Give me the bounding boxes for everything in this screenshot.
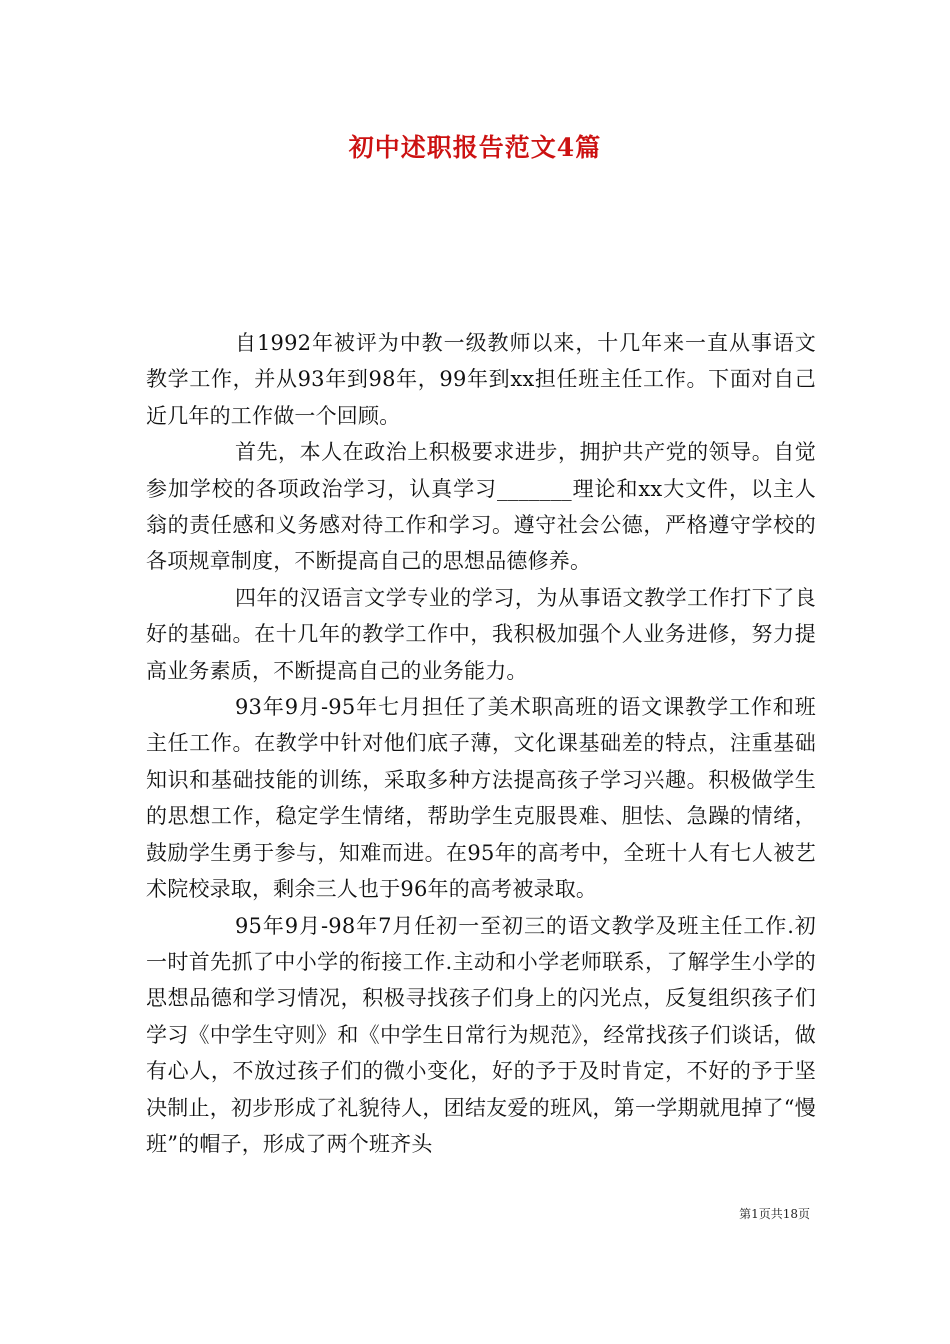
document-title: 初中述职报告范文4篇 <box>348 133 602 162</box>
page-number-footer: 第1页共18页 <box>739 1207 810 1221</box>
paragraph-4: 93年9月-95年七月担任了美术职高班的语文课教学工作和班主任工作。在教学中针对他们底子薄，文化课基础差的特点，注重基础知识和基础技能的训练，采取多种方法提高孩子学习兴趣。积极做学生的思想工作，稳定学生情绪，帮助学生克服畏难、胆怯、急躁的情绪，鼓励学生勇于参与，知难而进。在95年的高考中，全班十人有七人被艺术院校录取，剩余三人也于96年的高考被录取。 <box>146 695 816 902</box>
document-body <box>146 325 816 1162</box>
paragraph-3: 四年的汉语言文学专业的学习，为从事语文教学工作打下了良好的基础。在十几年的教学工作中，我积极加强个人业务进修，努力提高业务素质，不断提高自己的业务能力。 <box>146 585 816 683</box>
paragraph-2: 首先，本人在政治上积极要求进步，拥护共产党的领导。自觉参加学校的各项政治学习，认真学习_______理论和xx大文件，以主人翁的责任感和义务感对待工作和学习。遵守社会公德，严格遵守学校的各项规章制度，不断提高自己的思想品德修养。 <box>146 440 816 574</box>
paragraph-1: 自1992年被评为中教一级教师以来，十几年来一直从事语文教学工作，并从93年到98年，99年到xx担任班主任工作。下面对自己近几年的工作做一个回顾。 <box>146 331 816 428</box>
paragraph-5: 95年9月-98年7月任初一至初三的语文教学及班主任工作.初一时首先抓了中小学的衔接工作.主动和小学老师联系，了解学生小学的思想品德和学习情况，积极寻找孩子们身上的闪光点，反复组织孩子们学习《中学生守则》和《中学生日常行为规范》，经常找孩子们谈话，做有心人，不放过孩子们的微小变化，好的予于及时肯定，不好的予于坚决制止，初步形成了礼貌待人，团结友爱的班风，第一学期就甩掉了“慢班”的帽子，形成了两个班齐头 <box>146 913 816 1156</box>
